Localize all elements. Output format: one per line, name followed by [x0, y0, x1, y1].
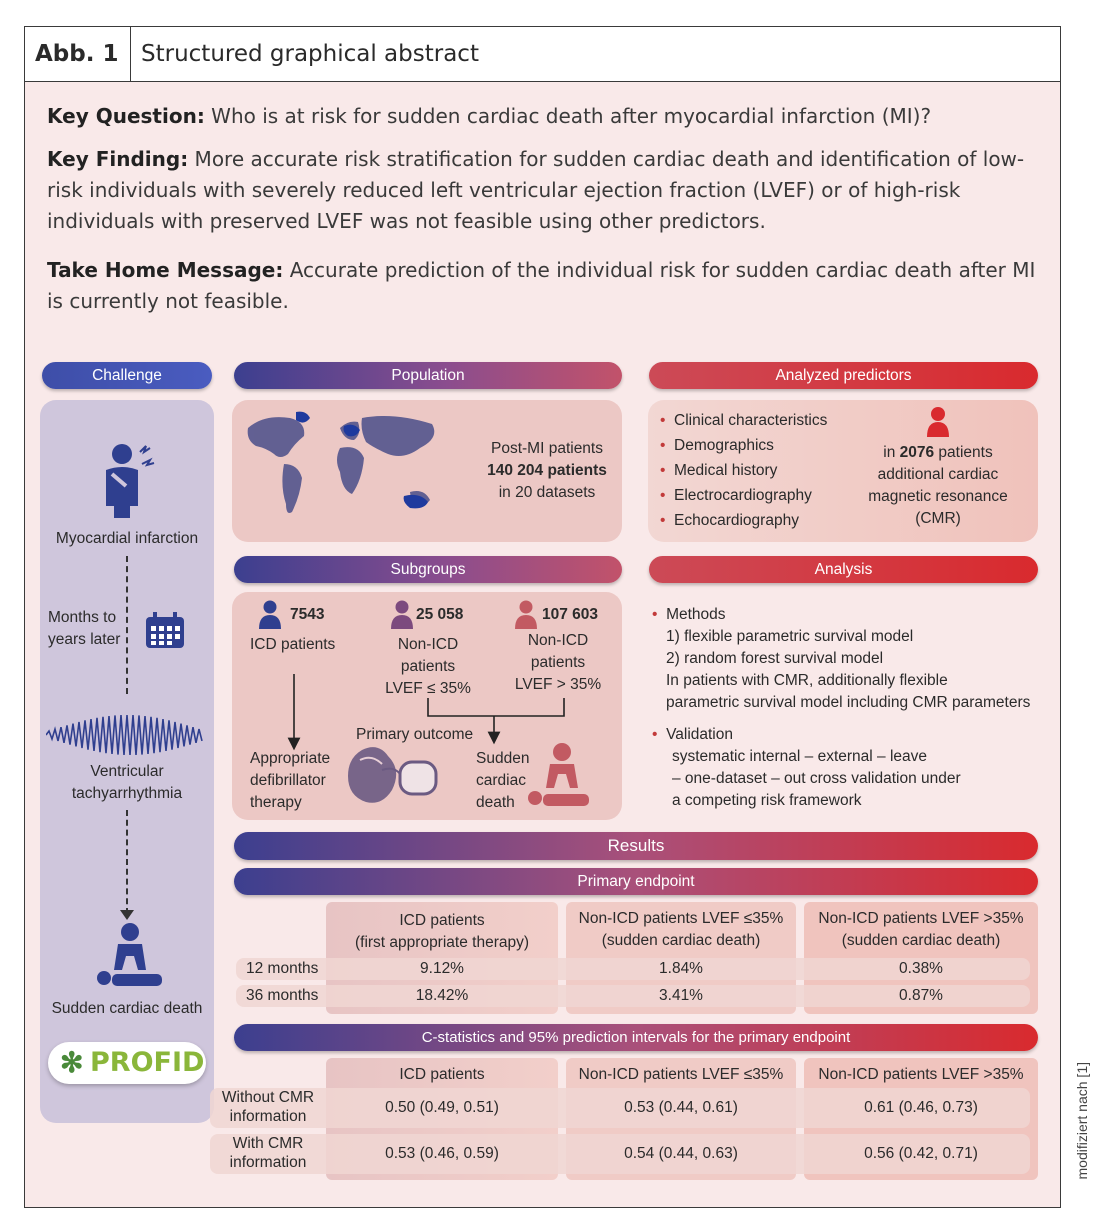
scd-outcome-line-2: cardiac — [476, 772, 526, 789]
icd-count: 7543 — [290, 606, 325, 623]
noicd-low-line-3: LVEF ≤ 35% — [385, 680, 471, 697]
cpr-icon — [526, 742, 592, 810]
primary-endpoint-pill: Primary endpoint — [234, 868, 1038, 895]
method-4: parametric survival model including CMR parameters — [666, 694, 1031, 711]
noicd-high-line-1: Non-ICD — [527, 632, 589, 649]
noicd-high-line-2: patients — [530, 654, 586, 671]
population-pill: Population — [234, 362, 622, 389]
take-home-message: Take Home Message: Accurate prediction of the individual risk for sudden cardiac death after MI is currently not feasible. — [47, 258, 1036, 313]
analysis-pill: Analysis — [649, 556, 1038, 583]
timeline-arrow-icon — [120, 910, 134, 920]
predictor-item: • Echocardiography — [660, 508, 827, 533]
table-cell: 3.41% — [659, 987, 703, 1004]
validation-3: a competing risk framework — [672, 792, 862, 809]
table-cell: 0.54 (0.44, 0.63) — [624, 1145, 738, 1162]
predictor-item: • Medical history — [660, 458, 827, 483]
person-icon — [926, 406, 950, 438]
ecg-waveform-icon — [46, 712, 206, 758]
figure-header — [25, 27, 1060, 82]
col-subheader-icd: (first appropriate therapy) — [354, 934, 530, 951]
method-2: 2) random forest survival model — [666, 650, 884, 667]
method-3: In patients with CMR, additionally flexible — [666, 672, 948, 689]
cmr-line-1: in 2076 patients — [883, 444, 993, 461]
person-icon — [514, 600, 538, 630]
key-question: Key Question: Who is at risk for sudden cardiac death after myocardial infarction (MI)? — [47, 104, 932, 128]
col-header-high: Non-ICD patients LVEF >35% — [818, 910, 1024, 927]
noicd-low-line-1: Non-ICD — [397, 636, 459, 653]
scd-outcome-line-3: death — [476, 794, 515, 811]
analysis-bullet-2: • Validation — [652, 726, 733, 743]
predictor-item: • Clinical characteristics — [660, 408, 827, 433]
table-cell: 0.38% — [899, 960, 943, 977]
row-label-with-cmr: With CMR information — [229, 1135, 307, 1171]
table-cell: 1.84% — [659, 960, 703, 977]
table-cell: 0.87% — [899, 987, 943, 1004]
source-note: modifiziert nach [1] — [1074, 1062, 1090, 1180]
figure-number: Abb. 1 — [25, 27, 131, 81]
adt-line-3: therapy — [250, 794, 302, 811]
population-line-3: in 20 datasets — [498, 484, 596, 501]
world-map-icon — [244, 408, 454, 532]
table-cell: 0.56 (0.42, 0.71) — [864, 1145, 978, 1162]
noicd-low-count: 25 058 — [416, 606, 464, 623]
noicd-low-line-2: patients — [400, 658, 456, 675]
table-cell: 0.53 (0.44, 0.61) — [624, 1099, 738, 1116]
months-label-1: Months to — [48, 607, 116, 629]
vt-label-1: Ventricular — [90, 763, 164, 780]
cstat-header-high: Non-ICD patients LVEF >35% — [818, 1066, 1024, 1083]
results-pill: Results — [234, 832, 1038, 860]
adt-line-1: Appropriate — [250, 750, 331, 767]
table-cell: 18.42% — [415, 987, 469, 1004]
col-header-low: Non-ICD patients LVEF ≤35% — [578, 910, 784, 927]
timeline-dash-1 — [126, 556, 128, 694]
subgroups-pill: Subgroups — [234, 556, 622, 583]
population-line-1: Post-MI patients — [491, 440, 603, 457]
population-line-2: 140 204 patients — [487, 462, 607, 479]
figure-title: Structured graphical abstract — [141, 41, 479, 67]
calendar-icon — [144, 612, 186, 650]
cmr-line-2: additional cardiac — [877, 466, 999, 483]
col-subheader-high: (sudden cardiac death) — [841, 932, 1001, 949]
noicd-high-count: 107 603 — [542, 606, 599, 623]
scd-label: Sudden cardiac death — [51, 1000, 203, 1017]
method-1: 1) flexible parametric survival model — [666, 628, 914, 645]
asterisk-icon: ✻ — [60, 1047, 84, 1078]
cpr-icon — [94, 922, 164, 992]
table-cell: 0.50 (0.49, 0.51) — [385, 1099, 499, 1116]
primary-outcome-label: Primary outcome — [356, 726, 474, 743]
col-header-icd: ICD patients — [399, 912, 485, 929]
key-finding: Key Finding: More accurate risk stratification for sudden cardiac death and identification of low-risk individuals with severely reduced left ventricular ejection fraction (LVEF) or of high-risk individuals with preserved LVEF was not feasible using other predictors. — [47, 147, 1025, 233]
table-cell: 0.53 (0.46, 0.59) — [385, 1145, 499, 1162]
col-subheader-low: (sudden cardiac death) — [601, 932, 761, 949]
predictor-list — [660, 408, 827, 533]
validation-2: – one-dataset – out cross validation under — [672, 770, 961, 787]
cmr-line-3: magnetic resonance — [868, 488, 1008, 505]
timeline-dash-2 — [126, 810, 128, 914]
table-cell: 0.61 (0.46, 0.73) — [864, 1099, 978, 1116]
row-label-without-cmr: Without CMR information — [221, 1089, 315, 1125]
person-icon — [258, 600, 282, 630]
months-label-2: years later — [48, 629, 120, 651]
cstat-pill: C-statistics and 95% prediction intervals for the primary endpoint — [234, 1024, 1038, 1051]
row-label-12: 12 months — [246, 960, 319, 977]
table-cell: 9.12% — [420, 960, 464, 977]
challenge-pill: Challenge — [42, 362, 212, 389]
predictors-pill: Analyzed predictors — [649, 362, 1038, 389]
predictor-item: • Demographics — [660, 433, 827, 458]
scd-outcome-line-1: Sudden — [476, 750, 530, 767]
cstat-header-icd: ICD patients — [399, 1066, 485, 1083]
row-label-36: 36 months — [246, 987, 319, 1004]
analysis-bullet-1: • Methods — [652, 606, 726, 623]
cstat-header-low: Non-ICD patients LVEF ≤35% — [578, 1066, 784, 1083]
mi-label: Myocardial infarction — [55, 530, 199, 547]
person-icon — [390, 600, 414, 630]
noicd-high-line-3: LVEF > 35% — [514, 676, 602, 693]
vt-label-2: tachyarrhythmia — [71, 785, 183, 802]
myocardial-infarction-icon — [96, 440, 158, 520]
heart-defibrillator-icon — [342, 740, 442, 810]
icd-label: ICD patients — [250, 636, 336, 653]
adt-line-2: defibrillator — [250, 772, 326, 789]
predictor-item: • Electrocardiography — [660, 483, 827, 508]
validation-1: systematic internal – external – leave — [672, 748, 928, 765]
profid-wordmark: PROFID — [90, 1047, 205, 1078]
profid-logo — [48, 1042, 206, 1084]
cmr-line-4: (CMR) — [915, 510, 961, 527]
key-statements — [47, 101, 1037, 329]
